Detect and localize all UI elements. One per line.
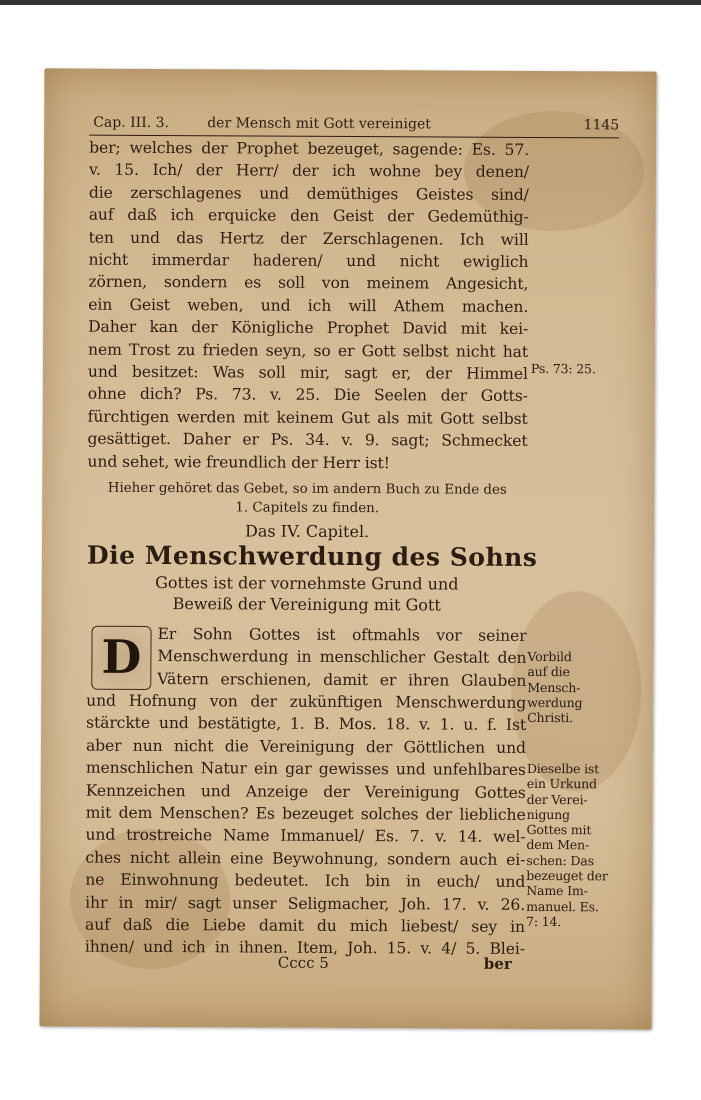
signature-mark: Cccc 5 bbox=[277, 953, 329, 972]
margin-note-psalm bbox=[531, 361, 623, 377]
decorated-initial: D bbox=[91, 626, 151, 690]
text-line: ohne dich? Ps. 73. v. 25. Die Seelen der Gotts- bbox=[87, 385, 528, 406]
text-line: ches nicht allein eine Beywohnung, sondern auch ei- bbox=[85, 848, 526, 869]
text-line: Daher kan der Königliche Prophet David mit kei- bbox=[88, 317, 529, 339]
chapter-title-line: Die Menschwerdung des Sohns bbox=[86, 540, 538, 572]
margin-note-line: ein Urkund bbox=[526, 776, 597, 792]
lower-paragraph-indented bbox=[157, 623, 526, 692]
text-line: und Hofnung von der zukünftigen Menschwerdung bbox=[86, 691, 527, 712]
text-line: ihnen/ und ich in ihnen. Item, Joh. 15. v. 4/ 5. Blei- bbox=[84, 938, 525, 959]
margin-note-line: Dieselbe ist bbox=[526, 760, 600, 777]
lower-paragraph bbox=[85, 690, 526, 961]
upper-paragraph bbox=[87, 137, 529, 475]
text-line: mit dem Menschen? Es bezeuget solches der liebliche bbox=[85, 803, 526, 824]
top-border bbox=[0, 0, 701, 5]
text-line: auf daß ich erquicke den Geist der Gedemüthig- bbox=[88, 205, 529, 227]
margin-note-line: nigung bbox=[526, 806, 570, 823]
margin-note-line: Mensch- bbox=[527, 679, 581, 695]
text-line: ihr in mir/ sagt unser Seligmacher, Joh. 17. v. 26. bbox=[85, 893, 526, 914]
chapter-heading: Das IV. Capitel. bbox=[244, 521, 370, 542]
text-line: ein Geist weben, und ich will Athem machen. bbox=[88, 295, 529, 316]
margin-note-line: werdung bbox=[527, 694, 583, 711]
margin-note-text: Ps. 73: 25. bbox=[530, 360, 596, 377]
prayer-note-line: 1. Capitels zu finden. bbox=[235, 500, 380, 517]
text-line: zörnen, sondern es soll von meinem Angesicht, bbox=[88, 273, 529, 294]
text-line: nem Trost zu frieden seyn, so er Gott selbst nicht hat bbox=[87, 340, 529, 361]
margin-note-line: auf die bbox=[527, 664, 570, 680]
header-chapter-ref: Cap. III. 3. bbox=[93, 114, 170, 132]
text-line: und sehet, wie freundlich der Herr ist! bbox=[87, 452, 390, 472]
margin-note-line: Name Im- bbox=[526, 883, 588, 899]
catchword: ber bbox=[483, 954, 512, 973]
margin-note-line: bezeuget der bbox=[526, 868, 608, 884]
text-line: v. 15. Ich/ der Herr/ der ich wohne bey denen/ bbox=[88, 161, 530, 182]
margin-note-line: Gottes mit bbox=[526, 822, 592, 838]
chapter-title-line: Beweiß der Vereinigung mit Gott bbox=[172, 594, 441, 615]
header-title: der Mensch mit Gott vereiniget bbox=[207, 115, 431, 133]
margin-note-line: schen: Das bbox=[526, 852, 594, 869]
book-page bbox=[39, 68, 656, 1029]
margin-note-line: manuel. Es. bbox=[526, 898, 599, 914]
text-line: ne Einwohnung bedeutet. Ich bin in euch/ und bbox=[85, 870, 526, 892]
text-line: Er Sohn Gottes ist oftmahls vor seiner bbox=[157, 625, 527, 645]
text-line: ten und das Hertz der Zerschlagenen. Ich will bbox=[88, 228, 529, 249]
chapter-title-line: Gottes ist der vornehmste Grund und bbox=[155, 572, 459, 594]
text-line: menschlichen Natur ein gar gewisses und unfehlbares bbox=[85, 758, 526, 780]
text-line: und besitzet: Was soll mir, sagt er, der Himmel bbox=[87, 362, 528, 384]
text-line: nicht immerdar haderen/ und nicht ewiglich bbox=[88, 250, 529, 271]
page-number: 1145 bbox=[583, 117, 620, 134]
margin-note-line: Vorbild bbox=[527, 648, 572, 665]
prayer-note-line: Hieher gehöret das Gebet, so im andern Buch zu Ende des bbox=[107, 480, 507, 498]
text-line: Kennzeichen und Anzeige der Vereinigung Gottes bbox=[85, 781, 526, 802]
margin-note-line: der Verei- bbox=[526, 791, 588, 807]
text-line: fürchtigen werden mit keinem Gut als mit Gott selbst bbox=[87, 407, 528, 428]
text-line: stärckte und bestätigte, 1. B. Mos. 18. v. 1. u. f. Ist bbox=[86, 714, 527, 735]
margin-note-immanuel bbox=[526, 761, 619, 930]
text-line: und trostreiche Name Immanuel/ Es. 7. v. 14. wel- bbox=[85, 826, 526, 847]
text-line: die zerschlagenes und demüthiges Geistes sind/ bbox=[88, 183, 529, 204]
text-line: auf daß die Liebe damit du mich liebest/ sey in bbox=[84, 915, 526, 936]
prayer-reference-note bbox=[92, 479, 522, 519]
chapter-title bbox=[86, 540, 538, 616]
text-line: ber; welches der Prophet bezeuget, sagende: Es. 57. bbox=[89, 138, 530, 159]
margin-note-prefiguration bbox=[527, 649, 619, 726]
running-header bbox=[89, 113, 619, 139]
text-line: Menschwerdung in menschlicher Gestalt den bbox=[157, 647, 527, 668]
text-line: Vätern erschienen, damit er ihren Glauben bbox=[157, 669, 527, 690]
text-line: gesättiget. Daher er Ps. 34. v. 9. sagt; Schmecket bbox=[87, 429, 528, 451]
margin-note-line: 7: 14. bbox=[526, 913, 562, 930]
text-line: aber nun nicht die Vereinigung der Göttlichen und bbox=[85, 736, 527, 757]
margin-note-line: Christi. bbox=[527, 710, 573, 726]
margin-note-line: dem Men- bbox=[526, 837, 590, 853]
